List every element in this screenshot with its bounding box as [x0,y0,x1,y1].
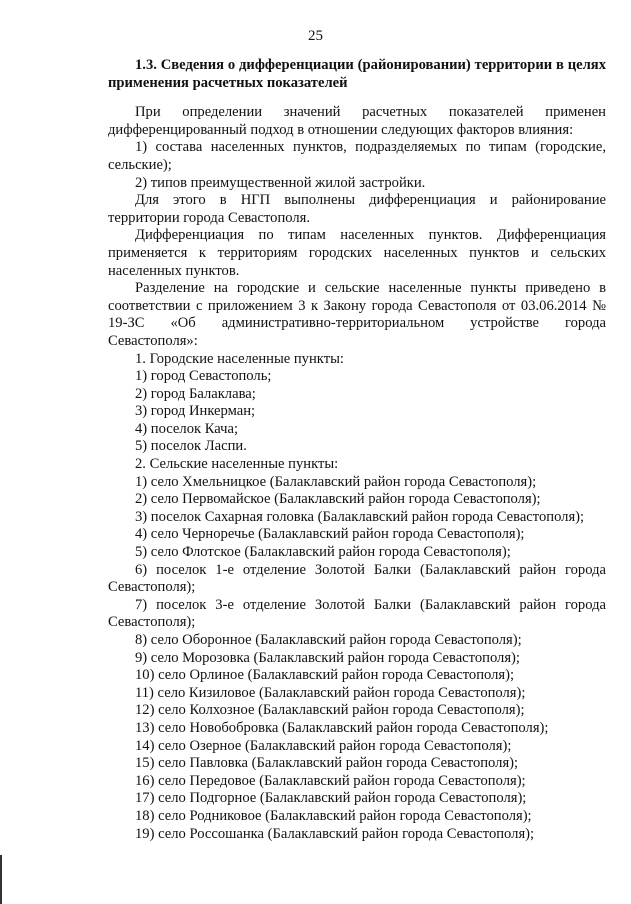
paragraph: 1) состава населенных пунктов, подразделяемых по типам (городские, сельские); [108,139,606,173]
list-item: 8) село Оборонное (Балаклавский район города Севастополя); [135,632,522,648]
list-item: 13) село Новобобровка (Балаклавский район города Севастополя); [135,719,549,736]
list-item: 11) село Кизиловое (Балаклавский район города Севастополя); [135,684,526,701]
list-item: 16) село Передовое (Балаклавский район города Севастополя); [135,772,526,789]
list-item: 17) село Подгорное (Балаклавский район города Севастополя); [135,790,527,807]
list-item: 14) село Озерное (Балаклавский район города Севастополя); [135,737,512,754]
paragraph: При определении значений расчетных показателей применен дифференцированный подход в отношении следующих факторов влияния: [108,104,606,138]
paragraph: Разделение на городские и сельские населенные пункты приведено в соответствии с приложением 3 к Закону города Севастополя от 03.06.2014 № 19-ЗС «Об административно-территориальном устройстве города Севастополя»: [108,280,606,349]
list-item: 1) село Хмельницкое (Балаклавский район города Севастополя); [135,473,537,490]
list-item: 2) город Балаклава; [135,385,256,402]
scan-margin-line [0,855,2,904]
document-body [108,57,606,843]
list-item: 12) село Колхозное (Балаклавский район города Севастополя); [135,702,525,719]
page-number: 25 [308,28,323,44]
list-item: 10) село Орлиное (Балаклавский район города Севастополя); [135,667,515,684]
list-item: 5) поселок Ласпи. [135,438,247,455]
list-item: 4) село Черноречье (Балаклавский район города Севастополя); [135,526,525,543]
list-item: 19) село Россошанка (Балаклавский район города Севастополя); [135,825,535,842]
list-item: 6) поселок 1-е отделение Золотой Балки (Балаклавский район города Севастополя); [108,561,606,596]
list-item: 18) село Родниковое (Балаклавский район города Севастополя); [135,807,532,824]
list-heading-urban: 1. Городские населенные пункты: [135,350,344,367]
list-item: 4) поселок Кача; [135,420,239,437]
list-item: 15) село Павловка (Балаклавский район города Севастополя); [135,755,519,772]
list-item: 5) село Флотское (Балаклавский район города Севастополя); [135,544,511,561]
paragraph: 2) типов преимущественной жилой застройки. [135,174,426,191]
paragraph: Для этого в НГП выполнены дифференциация и районирование территории города Севастополя. [108,192,606,226]
list-item: 3) поселок Сахарная головка (Балаклавский район города Севастополя); [135,508,585,525]
paragraph: Дифференциация по типам населенных пунктов. Дифференциация применяется к территориям городских населенных пунктов и сельских населенных пунктов. [108,227,606,279]
list-item: 7) поселок 3-е отделение Золотой Балки (Балаклавский район города Севастополя); [108,596,606,631]
list-item: 9) село Морозовка (Балаклавский район города Севастополя); [135,649,520,666]
list-heading-rural: 2. Сельские населенные пункты: [135,456,339,473]
section-heading: 1.3. Сведения о дифференциации (районировании) территории в целях применения расчетных показателей [108,57,606,91]
list-item: 1) город Севастополь; [135,368,272,385]
list-item: 2) село Первомайское (Балаклавский район города Севастополя); [135,491,541,508]
list-item: 3) город Инкерман; [135,403,256,420]
